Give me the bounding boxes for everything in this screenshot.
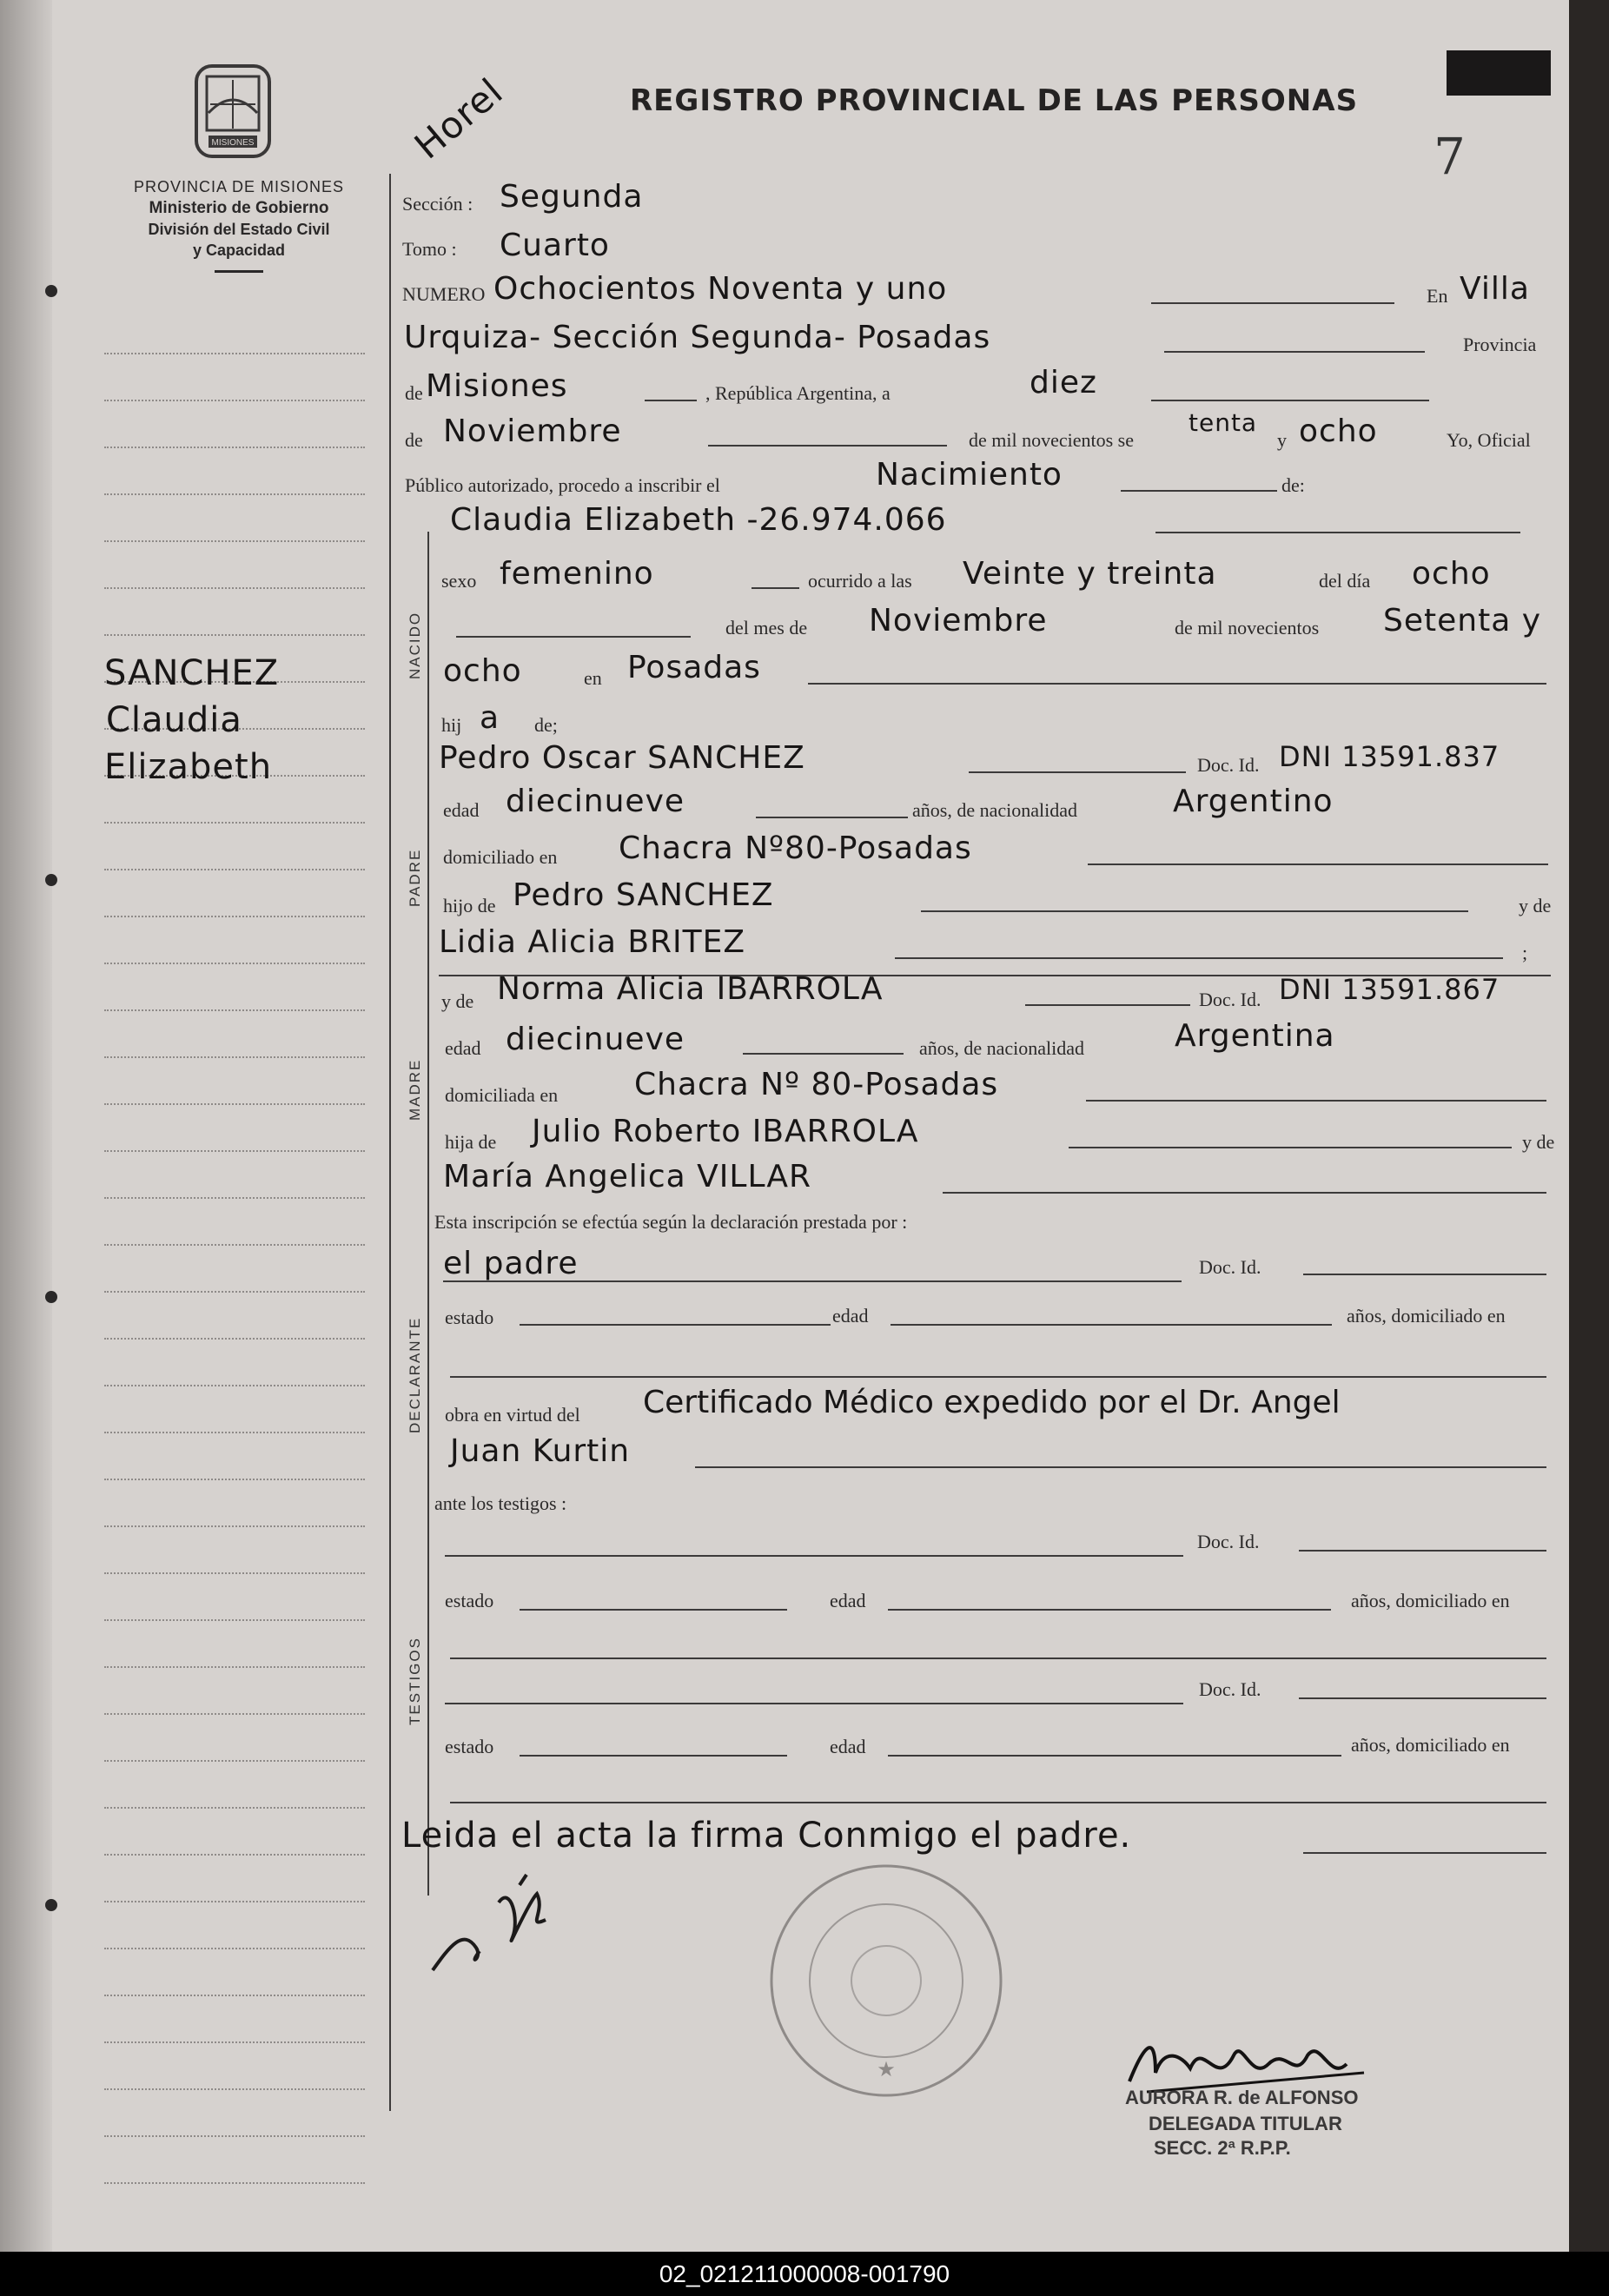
mes-label: del mes de: [725, 617, 808, 639]
padre-domic-label: domiciliado en: [443, 846, 558, 868]
obra-value-2: Juan Kurtin: [450, 1433, 631, 1469]
padre-padre-line: [921, 910, 1468, 912]
deldia-label: del día: [1319, 570, 1371, 592]
testigo2-nombre-line: [445, 1703, 1183, 1704]
testigo2-estado-line: [520, 1755, 787, 1757]
padre-anios-label: años, de nacionalidad: [912, 799, 1077, 821]
margin-dotted-line: [104, 1103, 365, 1105]
acto-line: [1121, 490, 1277, 492]
month-line: [708, 445, 947, 447]
testigo1-doc-label: Doc. Id.: [1197, 1531, 1260, 1552]
madre-nacionalidad: Argentina: [1175, 1018, 1335, 1054]
margin-dotted-line: [104, 1291, 365, 1293]
testigos-section-label: TESTIGOS: [407, 1637, 423, 1725]
margin-dotted-line: [104, 400, 365, 401]
madre-section-label: MADRE: [407, 1058, 423, 1121]
margin-dotted-line: [104, 353, 365, 354]
year2-value: ocho: [1299, 414, 1378, 449]
testigo2-edad-label: edad: [830, 1736, 866, 1757]
margin-dotted-line: [104, 1713, 365, 1715]
dia-value: ocho: [1412, 556, 1491, 592]
declarante-estado-label: estado: [445, 1307, 494, 1328]
republica-label: , República Argentina, a: [705, 382, 891, 404]
declarante-domic-line: [450, 1376, 1546, 1378]
declarante-anios-label: años, domiciliado en: [1347, 1305, 1506, 1327]
testigo2-estado-label: estado: [445, 1736, 494, 1757]
margin-dotted-line: [104, 1385, 365, 1386]
en-label: En: [1427, 285, 1448, 307]
lugar-value: Posadas: [627, 650, 761, 685]
tomo-value: Cuarto: [500, 228, 610, 263]
org-line3: División del Estado Civil: [148, 221, 330, 238]
margin-dotted-line: [104, 1244, 365, 1246]
margin-dotted-line: [104, 1807, 365, 1809]
madre-doc-label: Doc. Id.: [1199, 989, 1261, 1010]
month-value: Noviembre: [443, 414, 622, 449]
de-label: de: [405, 382, 423, 404]
org-line2: Ministerio de Gobierno: [149, 199, 329, 217]
madre-nombre-line: [1025, 1004, 1190, 1006]
closing-statement: Leida el acta la firma Conmigo el padre.: [401, 1816, 1132, 1856]
hora-value: Veinte y treinta: [963, 556, 1217, 592]
madre-domic-value: Chacra Nº 80-Posadas: [634, 1067, 999, 1102]
declarante-edad-label: edad: [832, 1305, 869, 1327]
anio2-value: ocho: [443, 653, 522, 689]
testigo1-estado-line: [520, 1609, 787, 1611]
stamp-line1: AURORA R. de ALFONSO: [1125, 2087, 1359, 2108]
year-value: tenta: [1189, 408, 1258, 437]
stamp-line2: DELEGADA TITULAR: [1149, 2113, 1342, 2134]
margin-name-surname: SANCHEZ: [104, 653, 280, 693]
testigo1-anios-label: años, domiciliado en: [1351, 1590, 1510, 1611]
testigo2-doc-label: Doc. Id.: [1199, 1678, 1261, 1700]
provincia-label: Provincia: [1463, 334, 1537, 355]
nacido-section-label: NACIDO: [407, 611, 423, 679]
milnov-label: de mil novecientos: [1175, 617, 1320, 639]
declarante-estado-line: [520, 1324, 831, 1326]
declarant-signature: [415, 1868, 572, 1981]
hij-de-label: de;: [534, 714, 558, 736]
stamp-line3: SECC. 2ª R.P.P.: [1154, 2137, 1291, 2159]
madre-nombre: Norma Alicia IBARROLA: [497, 971, 884, 1007]
margin-name-second: Elizabeth: [104, 747, 273, 787]
padre-edad-value: diecinueve: [506, 784, 685, 819]
image-id-footer: 02_021211000008-001790: [0, 2252, 1609, 2296]
padre-doc-label: Doc. Id.: [1197, 754, 1260, 776]
publico-label: Público autorizado, procedo a inscribir el: [405, 474, 720, 496]
padre-padre-de: Pedro SANCHEZ: [513, 877, 774, 913]
padre-edad-line: [756, 817, 908, 818]
declarante-doc-label: Doc. Id.: [1199, 1256, 1261, 1278]
province-value: Misiones: [426, 368, 568, 404]
page-number: 7: [1434, 127, 1466, 186]
margin-dotted-line: [104, 1854, 365, 1856]
seccion-value: Segunda: [500, 179, 644, 215]
padre-nombre-line: [969, 771, 1186, 773]
margin-dotted-line: [104, 493, 365, 495]
day-line: [1151, 400, 1429, 401]
sexo-label: sexo: [441, 570, 477, 592]
declarante-nombre-line: [443, 1280, 1182, 1282]
provincial-emblem-icon: [189, 61, 276, 163]
margin-dotted-line: [104, 1760, 365, 1762]
mes-lead-line: [456, 636, 691, 638]
sexo-value: femenino: [500, 556, 654, 592]
padre-semicolon: ;: [1522, 942, 1528, 963]
margin-name-first: Claudia: [106, 700, 242, 740]
acto-value: Nacimiento: [876, 457, 1063, 493]
madre-yde-label: y de: [441, 990, 474, 1012]
hij-value: a: [480, 700, 500, 736]
madre-edad-line: [743, 1053, 904, 1055]
org-line1: PROVINCIA DE MISIONES: [133, 178, 345, 195]
margin-dotted-line: [104, 1338, 365, 1340]
declarante-section-label: DECLARANTE: [407, 1316, 423, 1433]
margin-dotted-line: [104, 1901, 365, 1902]
official-seal-icon: [765, 1859, 1008, 2102]
padre-edad-label: edad: [443, 799, 480, 821]
tomo-label: Tomo :: [402, 238, 457, 260]
margin-dotted-line: [104, 2088, 365, 2090]
padre-nombre: Pedro Oscar SANCHEZ: [439, 740, 805, 776]
day-value: diez: [1030, 365, 1097, 400]
obra-line: [695, 1466, 1546, 1468]
place-line: [1164, 351, 1425, 353]
punch-hole: [45, 1291, 57, 1303]
numero-label: NUMERO: [402, 283, 486, 305]
mes-value: Noviembre: [869, 603, 1048, 639]
numero-line: [1151, 302, 1394, 304]
margin-dotted-line: [104, 2041, 365, 2043]
padre-nacionalidad: Argentino: [1173, 784, 1334, 819]
madre-yde2-label: y de: [1522, 1131, 1555, 1153]
madre-padre-de: Julio Roberto IBARROLA: [532, 1114, 919, 1149]
testigo2-edad-line: [888, 1755, 1341, 1757]
margin-dotted-line: [104, 1056, 365, 1058]
testigo2-doc-line: [1299, 1697, 1546, 1699]
madre-madre-line: [943, 1192, 1546, 1194]
testigo1-estado-label: estado: [445, 1590, 494, 1611]
registry-title: REGISTRO PROVINCIAL DE LAS PERSONAS: [630, 83, 1359, 118]
hij-label: hij: [441, 714, 462, 736]
padre-section-label: PADRE: [407, 848, 423, 907]
obra-label: obra en virtud del: [445, 1404, 580, 1426]
margin-dotted-line: [104, 1619, 365, 1621]
punch-hole: [45, 285, 57, 297]
padre-madre-line: [895, 957, 1503, 959]
testigo1-doc-line: [1299, 1550, 1546, 1552]
punch-hole: [45, 874, 57, 886]
madre-hija-label: hija de: [445, 1131, 497, 1153]
margin-dotted-line: [104, 447, 365, 448]
testigo1-domic-line: [450, 1657, 1546, 1659]
margin-dotted-line: [104, 916, 365, 917]
black-tab-marker: [1447, 50, 1551, 96]
margin-dotted-line: [104, 1666, 365, 1668]
margin-dotted-line: [104, 540, 365, 542]
svg-text:★: ★: [877, 2059, 896, 2081]
madre-anios-label: años, de nacionalidad: [919, 1037, 1084, 1059]
margin-dotted-line: [104, 1948, 365, 1949]
section-bar: [427, 532, 429, 1896]
anio-value: Setenta y: [1383, 603, 1542, 639]
testigo2-anios-label: años, domiciliado en: [1351, 1734, 1510, 1756]
lugar-line: [808, 683, 1546, 685]
mil-label: de mil novecientos se: [969, 429, 1135, 451]
margin-dotted-line: [104, 1479, 365, 1480]
madre-domic-label: domiciliada en: [445, 1084, 559, 1106]
madre-edad-label: edad: [445, 1037, 481, 1059]
testigo1-edad-line: [888, 1609, 1331, 1611]
seccion-label: Sección :: [402, 193, 473, 215]
padre-madre-de: Lidia Alicia BRITEZ: [439, 924, 746, 960]
margin-dotted-line: [104, 634, 365, 636]
padre-yde-label: y de: [1519, 895, 1552, 916]
de-label-2: de: [405, 429, 423, 451]
org-line4: y Capacidad: [192, 242, 286, 259]
padre-hijo-label: hijo de: [443, 895, 496, 916]
margin-separator: [389, 174, 391, 2111]
padre-domic-value: Chacra Nº80-Posadas: [619, 830, 972, 866]
province-line: [645, 400, 697, 401]
testigo1-edad-label: edad: [830, 1590, 866, 1611]
margin-dotted-line: [104, 1009, 365, 1011]
nacido-nombre: Claudia Elizabeth -26.974.066: [450, 502, 947, 538]
margin-dotted-line: [104, 869, 365, 870]
declarante-doc-line: [1303, 1274, 1546, 1275]
lugar-en-label: en: [584, 667, 602, 689]
declarante-intro: Esta inscripción se efectúa según la declaración prestada por :: [434, 1211, 908, 1233]
nacido-nombre-line: [1155, 532, 1520, 533]
organization-block: [96, 178, 382, 273]
testigos-intro: ante los testigos :: [434, 1492, 567, 1514]
padre-domic-line: [1088, 863, 1548, 865]
madre-doc-value: DNI 13591.867: [1279, 973, 1500, 1006]
madre-domic-line: [1086, 1100, 1546, 1102]
padre-doc-value: DNI 13591.837: [1279, 740, 1500, 773]
margin-dotted-line: [104, 1150, 365, 1152]
margin-dotted-line: [104, 1995, 365, 1996]
org-divider: [215, 270, 263, 273]
margin-dotted-line: [104, 1197, 365, 1199]
y-label: y: [1277, 429, 1287, 451]
margin-dotted-line: [104, 587, 365, 589]
svg-text:MISIONES: MISIONES: [211, 138, 255, 148]
margin-dotted-line: [104, 1572, 365, 1574]
declarante-edad-line: [891, 1324, 1332, 1326]
testigo2-domic-line: [450, 1802, 1546, 1803]
ocurrido-label: ocurrido a las: [808, 570, 912, 592]
sexo-line: [752, 587, 799, 589]
declarante-nombre: el padre: [443, 1246, 579, 1281]
numero-value: Ochocientos Noventa y uno: [493, 271, 948, 307]
punch-hole: [45, 1899, 57, 1911]
margin-dotted-line: [104, 2182, 365, 2184]
margin-dotted-line: [104, 822, 365, 824]
handwritten-tag: Horel: [406, 69, 512, 168]
place-value: Urquiza- Sección Segunda- Posadas: [404, 320, 991, 355]
testigo1-nombre-line: [445, 1555, 1183, 1557]
de2-label: de:: [1281, 474, 1305, 496]
margin-dotted-line: [104, 1432, 365, 1433]
madre-edad-value: diecinueve: [506, 1022, 685, 1057]
oficial-label: Yo, Oficial: [1447, 429, 1531, 451]
obra-value: Certificado Médico expedido por el Dr. Angel: [643, 1385, 1341, 1420]
madre-padre-line: [1069, 1147, 1512, 1148]
en-value: Villa: [1460, 271, 1530, 307]
madre-madre-de: María Angelica VILLAR: [443, 1159, 811, 1194]
closing-line: [1303, 1852, 1546, 1854]
margin-dotted-line: [104, 2135, 365, 2137]
margin-dotted-line: [104, 1525, 365, 1527]
margin-dotted-line: [104, 963, 365, 964]
